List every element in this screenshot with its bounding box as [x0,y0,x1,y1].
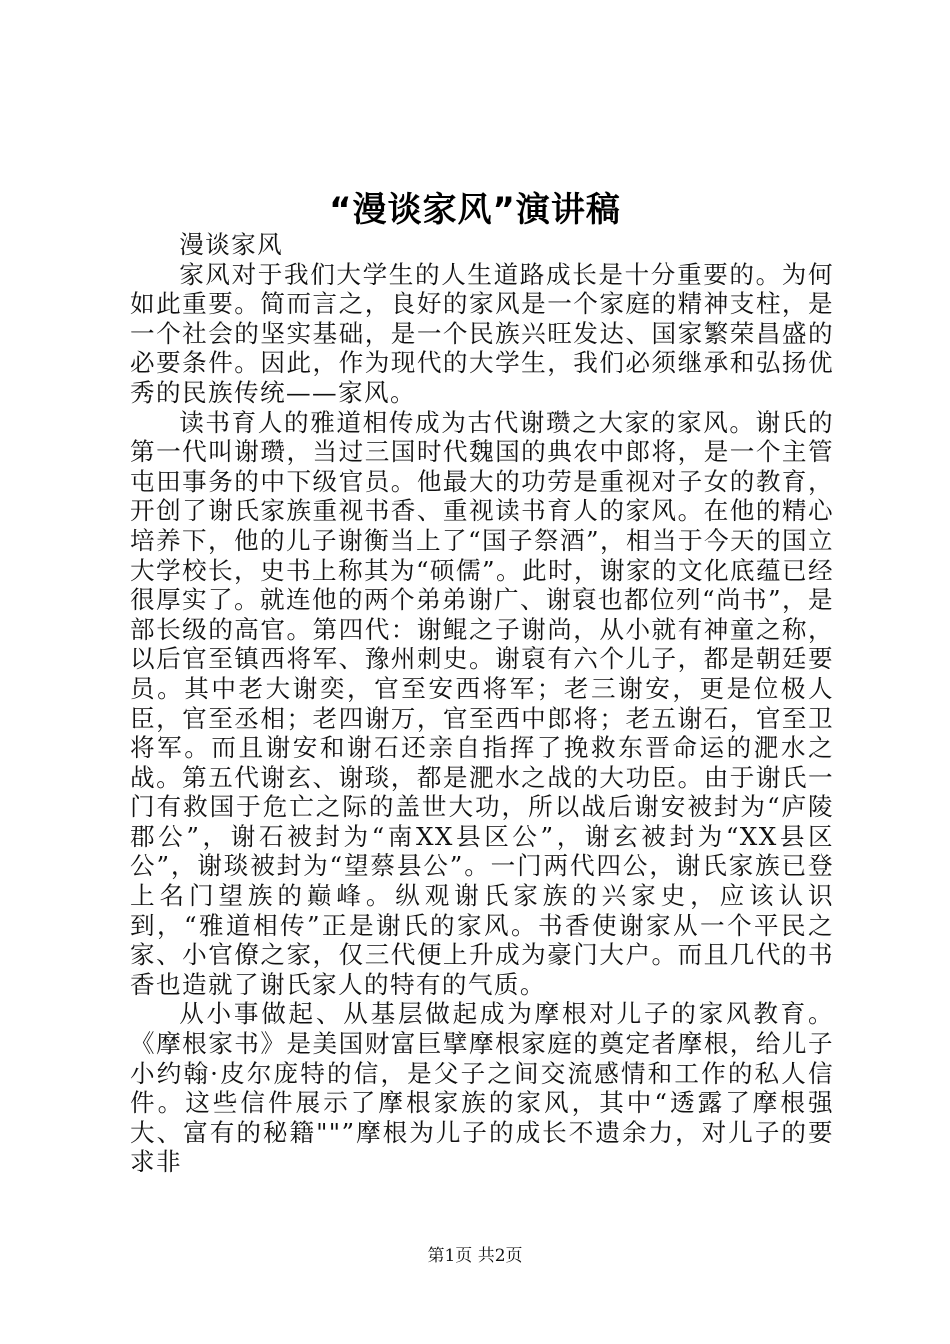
paragraph: 从小事做起、从基层做起成为摩根对儿子的家风教育。《摩根家书》是美国财富巨擘摩根家庭的奠定者摩根，给儿子小约翰·皮尔庞特的信，是父子之间交流感情和工作的私人信件。这些信件展示了摩根家族的家风，其中“透露了摩根强大、富有的秘籍""”摩根为儿子的成长不遗余力，对儿子的要求非 [130,999,834,1177]
document-title: “漫谈家风”演讲稿 [329,190,621,230]
document-body [130,230,834,1177]
paragraph: 家风对于我们大学生的人生道路成长是十分重要的。为何如此重要。简而言之，良好的家风是一个家庭的精神支柱，是一个社会的坚实基础，是一个民族兴旺发达、国家繁荣昌盛的必要条件。因此，作为现代的大学生，我们必须继承和弘扬优秀的民族传统——家风。 [130,259,834,407]
paragraph-subtitle: 漫谈家风 [179,230,284,259]
paragraph: 读书育人的雅道相传成为古代谢瓒之大家的家风。谢氏的第一代叫谢瓒，当过三国时代魏国的典农中郎将，是一个主管屯田事务的中下级官员。他最大的功劳是重视对子女的教育，开创了谢氏家族重视书香、重视读书育人的家风。在他的精心培养下，他的儿子谢衡当上了“国子祭酒”，相当于今天的国立大学校长，史书上称其为“硕儒”。此时，谢家的文化底蕴已经很厚实了。就连他的两个弟弟谢广、谢裒也都位列“尚书”，是部长级的高官。第四代：谢鲲之子谢尚，从小就有神童之称，以后官至镇西将军、豫州刺史。谢裒有六个儿子，都是朝廷要员。其中老大谢奕，官至安西将军；老三谢安，更是位极人臣，官至丞相；老四谢万，官至西中郎将；老五谢石，官至卫将军。而且谢安和谢石还亲自指挥了挽救东晋命运的淝水之战。第五代谢玄、谢琰，都是淝水之战的大功臣。由于谢氏一门有救国于危亡之际的盖世大功，所以战后谢安被封为“庐陵郡公”，谢石被封为“南XX县区公”，谢玄被封为“XX县区公”，谢琰被封为“望蔡县公”。一门两代四公，谢氏家族已登上名门望族的巅峰。纵观谢氏家族的兴家史，应该认识到，“雅道相传”正是谢氏的家风。书香使谢家从一个平民之家、小官僚之家，仅三代便上升成为豪门大户。而且几代的书香也造就了谢氏家人的特有的气质。 [130,407,834,999]
page-number-footer: 第1页 共2页 [427,1246,523,1266]
